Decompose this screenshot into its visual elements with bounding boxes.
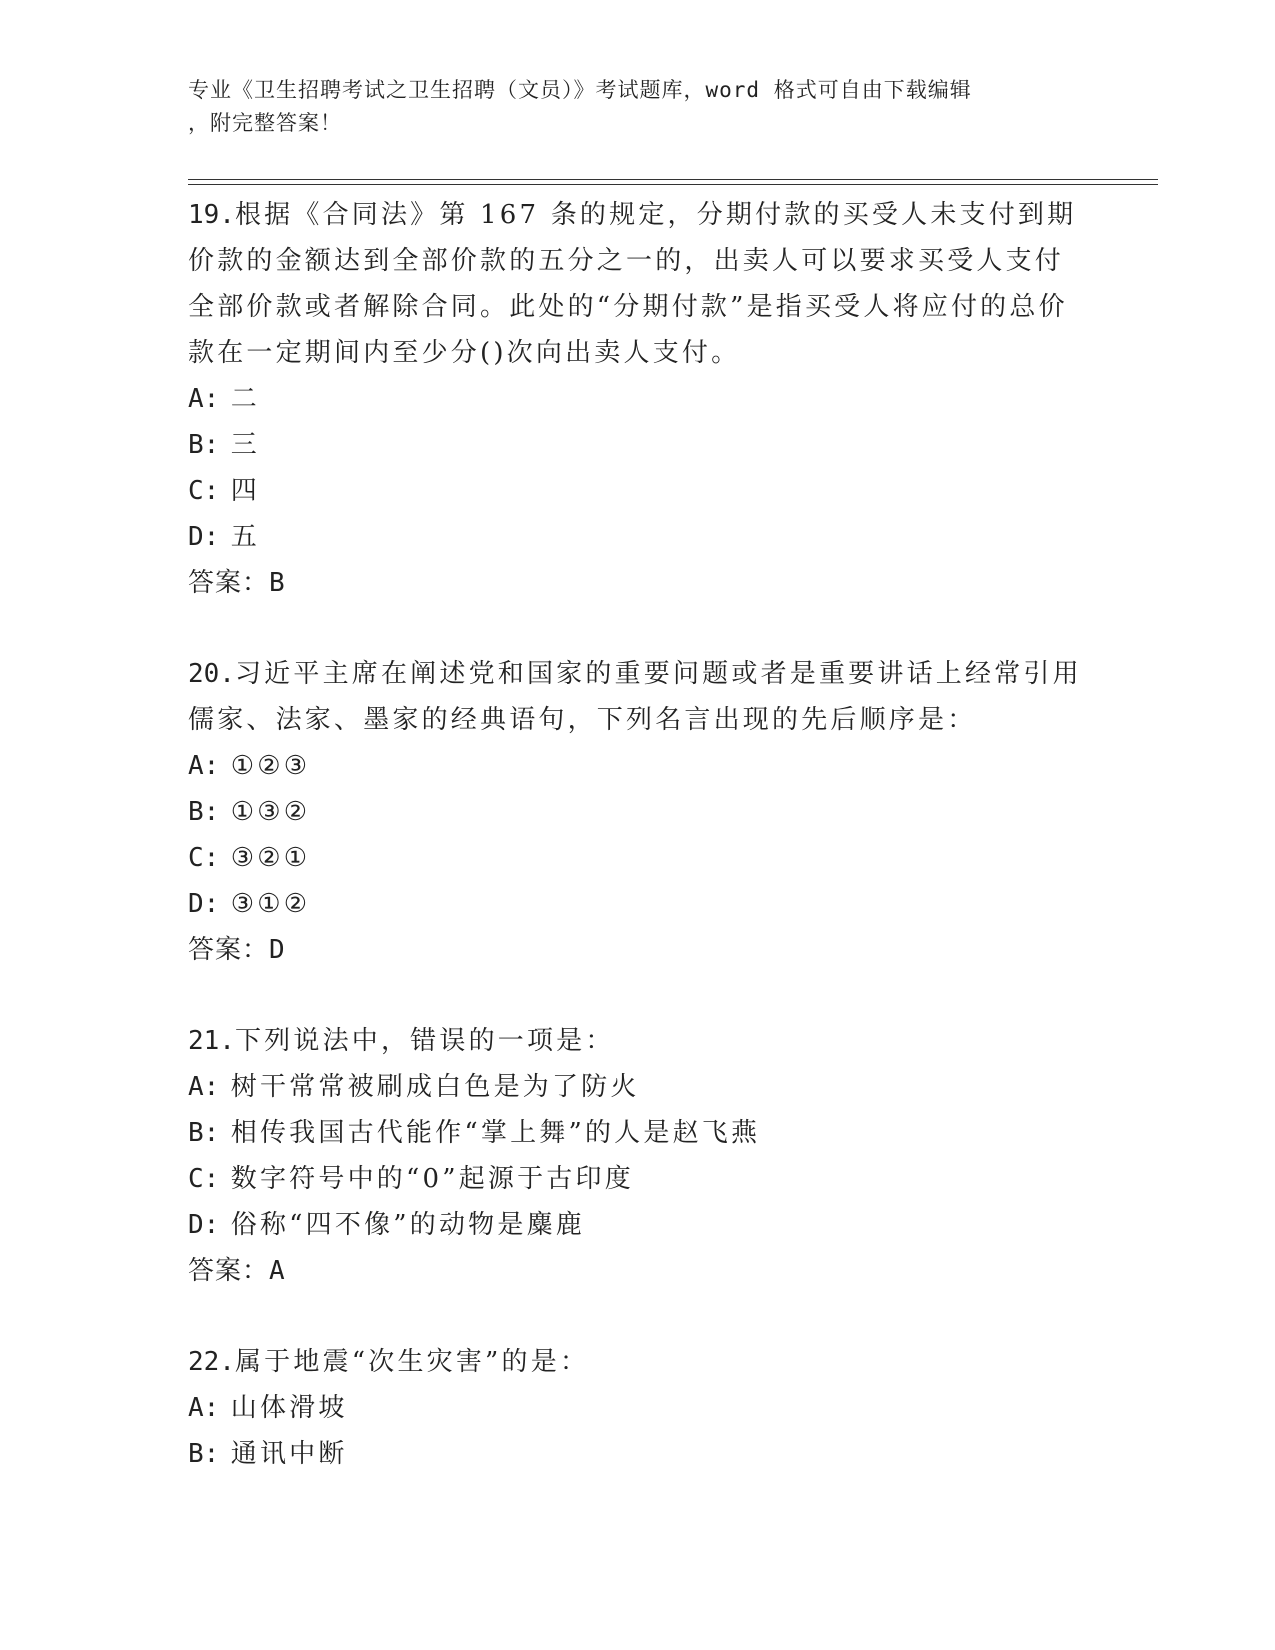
question-20 <box>188 651 1088 973</box>
header-line-2: ，附完整答案！ <box>188 111 342 135</box>
option-letter: C: <box>188 1164 220 1194</box>
question-number: 21. <box>188 1026 235 1056</box>
option-letter: A: <box>188 751 220 781</box>
option-text: 山体滑坡 <box>230 1393 348 1423</box>
question-text <box>188 651 1088 743</box>
option-letter: C: <box>188 476 220 506</box>
option-c <box>188 1156 1088 1202</box>
option-letter: A: <box>188 1072 220 1102</box>
option-d <box>188 514 1088 560</box>
option-text: ③①② <box>230 889 311 919</box>
question-body: 属于地震“次生灾害”的是： <box>234 1347 590 1377</box>
answer-label: 答案： <box>188 568 270 598</box>
question-list <box>188 192 1088 1477</box>
option-c <box>188 468 1088 514</box>
option-b <box>188 1431 1088 1477</box>
option-text: 通讯中断 <box>230 1439 348 1469</box>
option-letter: A: <box>188 384 220 414</box>
option-text: 三 <box>230 430 260 460</box>
question-number: 20. <box>188 659 235 689</box>
option-letter: B: <box>188 430 220 460</box>
option-text: 二 <box>230 384 260 414</box>
option-d <box>188 1202 1088 1248</box>
option-letter: A: <box>188 1393 220 1423</box>
answer-label: 答案： <box>188 1256 270 1286</box>
option-text: 相传我国古代能作“掌上舞”的人是赵飞燕 <box>230 1118 761 1148</box>
option-text: ①③② <box>230 797 311 827</box>
option-text: 俗称“四不像”的动物是麋鹿 <box>230 1210 585 1240</box>
question-19 <box>188 192 1088 606</box>
question-body: 习近平主席在阐述党和国家的重要问题或者是重要讲话上经常引用儒家、法家、墨家的经典语句，下列名言出现的先后顺序是： <box>188 659 1082 735</box>
answer-value: D <box>269 935 286 965</box>
answer-line <box>188 1248 1088 1294</box>
option-letter: D: <box>188 1210 220 1240</box>
option-a <box>188 1064 1088 1110</box>
question-22 <box>188 1339 1088 1477</box>
question-text <box>188 192 1088 376</box>
option-letter: C: <box>188 843 220 873</box>
answer-value: A <box>269 1256 286 1286</box>
answer-value: B <box>269 568 286 598</box>
option-a <box>188 376 1088 422</box>
option-letter: B: <box>188 1439 220 1469</box>
header-rule-bottom <box>188 184 1158 185</box>
option-text: 四 <box>230 476 260 506</box>
option-a <box>188 743 1088 789</box>
question-body: 下列说法中，错误的一项是： <box>234 1026 615 1056</box>
option-text: 五 <box>230 522 260 552</box>
option-letter: D: <box>188 889 220 919</box>
option-b <box>188 422 1088 468</box>
option-text: ③②① <box>230 843 311 873</box>
header-rule-top <box>188 179 1158 180</box>
document-header <box>188 74 1068 140</box>
option-b <box>188 1110 1088 1156</box>
question-body: 根据《合同法》第 167 条的规定，分期付款的买受人未支付到期价款的金额达到全部价款的五分之一的，出卖人可以要求买受人支付全部价款或者解除合同。此处的“分期付款”是指买受人将应付的总价款在一定期间内至少分()次向出卖人支付。 <box>188 200 1077 368</box>
question-text <box>188 1018 1088 1064</box>
option-text: 数字符号中的“0”起源于古印度 <box>230 1164 634 1194</box>
option-letter: B: <box>188 1118 220 1148</box>
option-text: 树干常常被刷成白色是为了防火 <box>230 1072 640 1102</box>
option-letter: B: <box>188 797 220 827</box>
option-c <box>188 835 1088 881</box>
question-number: 19. <box>188 200 235 230</box>
answer-line <box>188 927 1088 973</box>
question-text <box>188 1339 1088 1385</box>
question-21 <box>188 1018 1088 1294</box>
option-a <box>188 1385 1088 1431</box>
option-text: ①②③ <box>230 751 311 781</box>
answer-line <box>188 560 1088 606</box>
answer-label: 答案： <box>188 935 270 965</box>
question-number: 22. <box>188 1347 235 1377</box>
header-line-1: 专业《卫生招聘考试之卫生招聘（文员）》考试题库，word 格式可自由下载编辑 <box>188 78 972 102</box>
option-b <box>188 789 1088 835</box>
option-d <box>188 881 1088 927</box>
option-letter: D: <box>188 522 220 552</box>
